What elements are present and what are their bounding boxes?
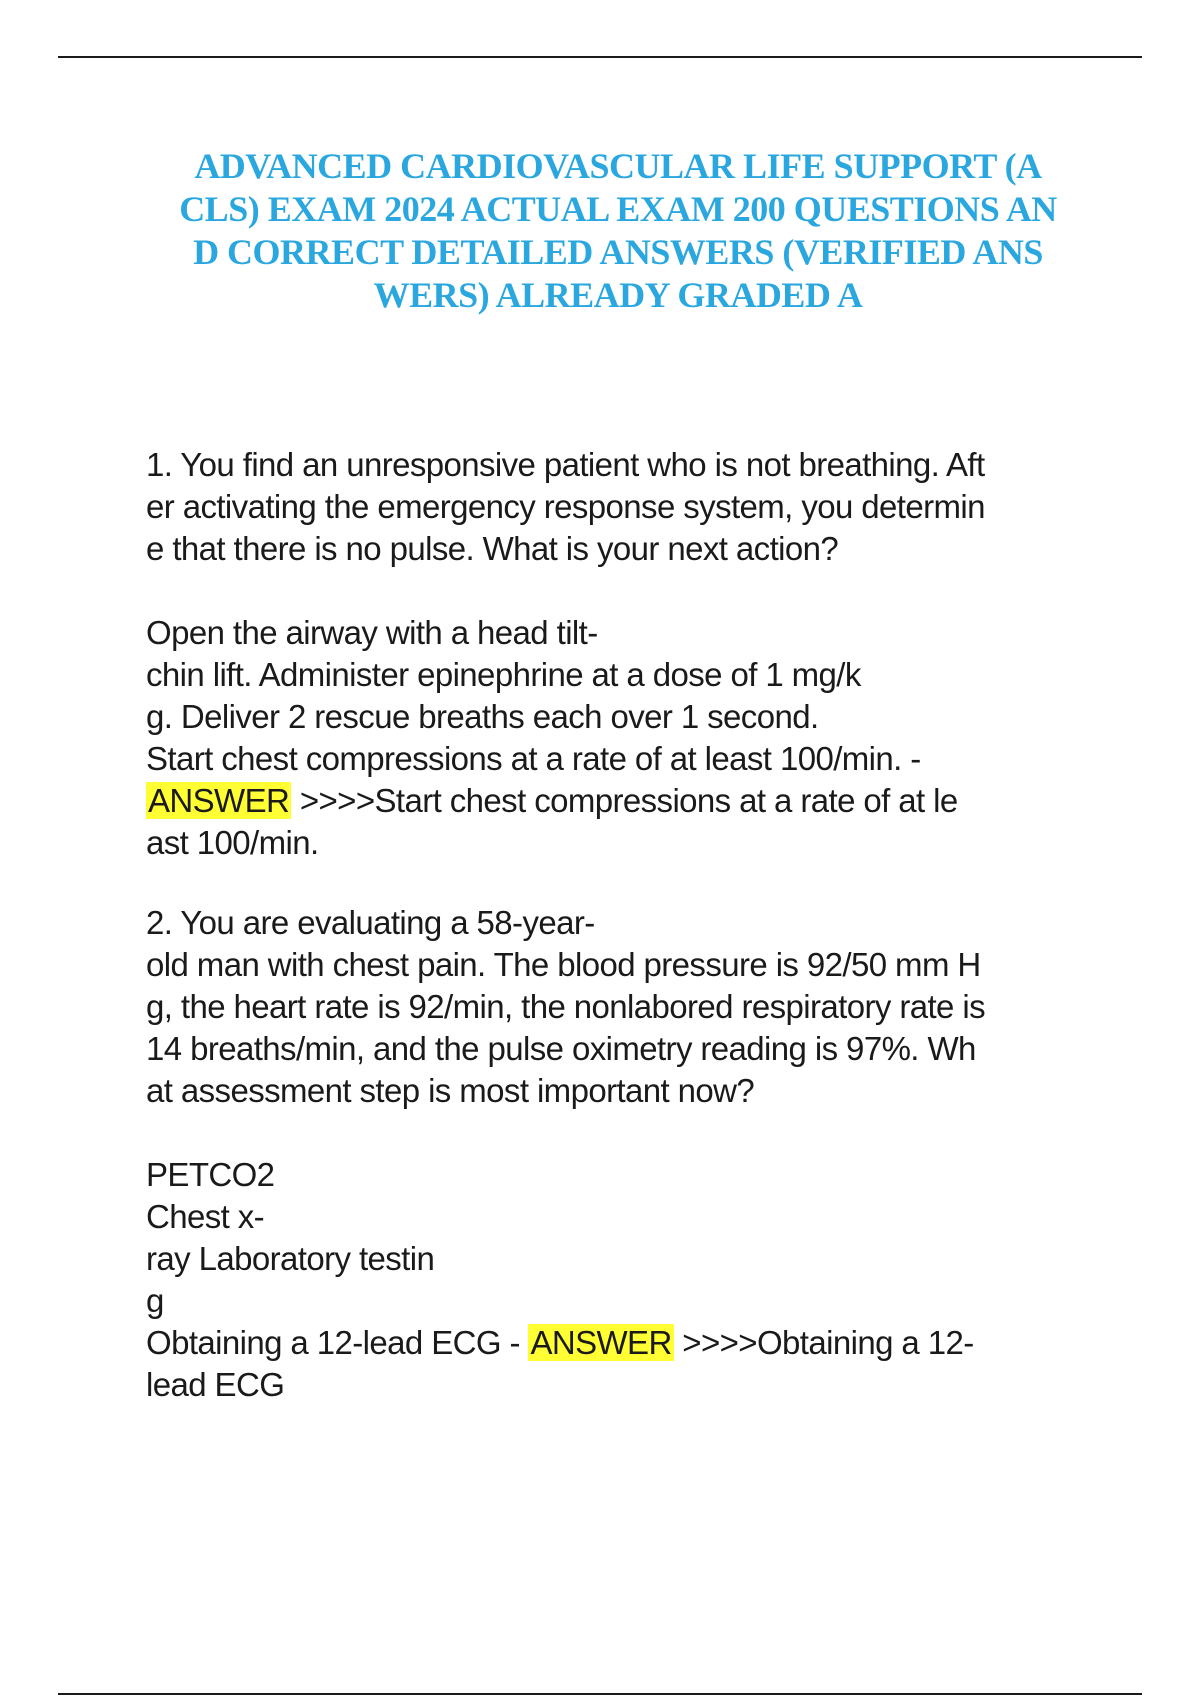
answer-text: >>>>Start chest compressions at a rate of at le xyxy=(291,782,958,819)
answer-tail: lead ECG xyxy=(146,1366,285,1403)
question-line: 1. You find an unresponsive patient who is not breathing. Aft xyxy=(146,446,985,483)
question-2 xyxy=(146,902,1086,1112)
question-line: 2. You are evaluating a 58-year- xyxy=(146,904,595,941)
option-line: chin lift. Administer epinephrine at a dose of 1 mg/k xyxy=(146,656,861,693)
answer-highlight: ANSWER xyxy=(148,782,290,819)
option-line: Open the airway with a head tilt- xyxy=(146,614,598,651)
question-1-options xyxy=(146,612,1086,864)
answer-prefix: Obtaining a 12-lead ECG - xyxy=(146,1324,529,1361)
question-line: e that there is no pulse. What is your next action? xyxy=(146,530,839,567)
answer-highlight: ANSWER xyxy=(530,1324,672,1361)
document-title xyxy=(158,145,1078,317)
title-line: WERS) ALREADY GRADED A xyxy=(373,275,863,315)
option-line: g xyxy=(146,1282,164,1319)
title-line: ADVANCED CARDIOVASCULAR LIFE SUPPORT (A xyxy=(194,146,1042,186)
option-line: PETCO2 xyxy=(146,1156,275,1193)
top-rule xyxy=(58,56,1142,58)
question-1 xyxy=(146,444,1086,570)
question-2-options xyxy=(146,1154,1086,1406)
title-line: CLS) EXAM 2024 ACTUAL EXAM 200 QUESTIONS AN xyxy=(179,189,1057,229)
question-line: er activating the emergency response system, you determin xyxy=(146,488,985,525)
title-line: D CORRECT DETAILED ANSWERS (VERIFIED ANS xyxy=(193,232,1043,272)
question-line: 14 breaths/min, and the pulse oximetry reading is 97%. Wh xyxy=(146,1030,976,1067)
option-line: Chest x- xyxy=(146,1198,265,1235)
question-line: old man with chest pain. The blood pressure is 92/50 mm H xyxy=(146,946,981,983)
answer-tail: ast 100/min. xyxy=(146,824,319,861)
answer-text: >>>>Obtaining a 12- xyxy=(673,1324,974,1361)
question-line: at assessment step is most important now? xyxy=(146,1072,755,1109)
question-line: g, the heart rate is 92/min, the nonlabored respiratory rate is xyxy=(146,988,986,1025)
option-line: g. Deliver 2 rescue breaths each over 1 second. xyxy=(146,698,819,735)
option-line: Start chest compressions at a rate of at least 100/min. - xyxy=(146,740,921,777)
answer-line xyxy=(146,1322,1086,1364)
option-line: ray Laboratory testin xyxy=(146,1240,435,1277)
bottom-rule xyxy=(58,1693,1142,1695)
answer-line xyxy=(146,780,1086,822)
